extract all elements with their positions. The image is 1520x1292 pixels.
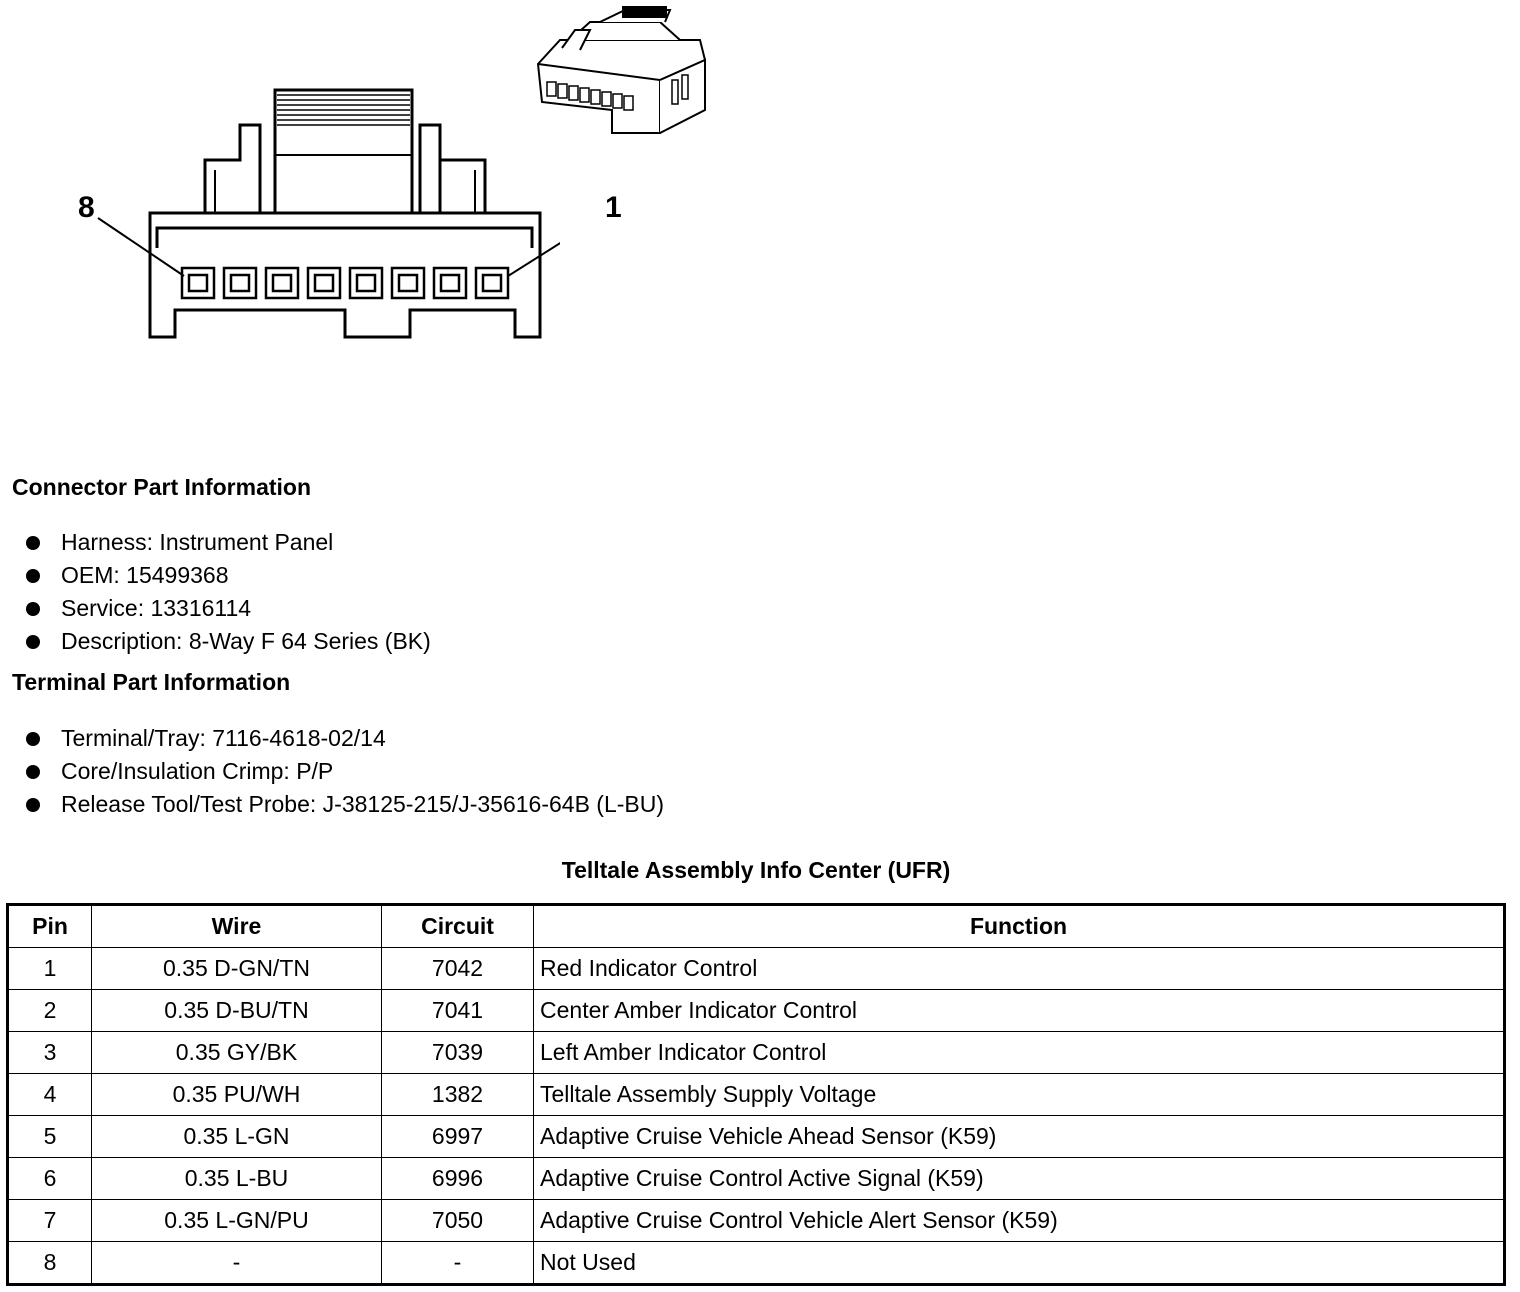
table-row — [8, 990, 1505, 1032]
cell-circuit: 6997 — [382, 1116, 534, 1158]
table-row — [8, 1158, 1505, 1200]
list-item — [26, 788, 664, 821]
cell-circuit: 6996 — [382, 1158, 534, 1200]
bullet-icon — [26, 732, 40, 746]
connector-info-oem: OEM: 15499368 — [61, 562, 229, 588]
connector-face-diagram — [60, 0, 560, 350]
table-row — [8, 948, 1505, 990]
table-row — [8, 1200, 1505, 1242]
list-item — [26, 625, 431, 658]
cell-function: Adaptive Cruise Control Vehicle Alert Sensor (K59) — [534, 1200, 1505, 1242]
cavity-3 — [392, 268, 424, 298]
cell-circuit: 7039 — [382, 1032, 534, 1074]
cell-wire: - — [92, 1242, 382, 1285]
terminal-info-title: Terminal Part Information — [12, 669, 291, 695]
table-row — [8, 1242, 1505, 1285]
cell-wire: 0.35 D-BU/TN — [92, 990, 382, 1032]
connector-info-harness: Harness: Instrument Panel — [61, 529, 334, 555]
terminal-info-crimp: Core/Insulation Crimp: P/P — [61, 758, 334, 784]
cell-function: Center Amber Indicator Control — [534, 990, 1505, 1032]
table-row — [8, 1074, 1505, 1116]
cell-wire: 0.35 PU/WH — [92, 1074, 382, 1116]
bullet-icon — [26, 536, 40, 550]
cell-wire: 0.35 GY/BK — [92, 1032, 382, 1074]
list-item — [26, 722, 664, 755]
pin-8-label: 8 — [78, 191, 95, 224]
bullet-icon — [26, 765, 40, 779]
connector-info-title: Connector Part Information — [12, 474, 312, 500]
list-item — [26, 755, 664, 788]
cavity-6 — [266, 268, 298, 298]
cavity-8 — [182, 268, 214, 298]
header-pin: Pin — [8, 905, 92, 948]
header-circuit: Circuit — [382, 905, 534, 948]
cell-pin: 1 — [8, 948, 92, 990]
cell-wire: 0.35 L-BU — [92, 1158, 382, 1200]
terminal-info-tray: Terminal/Tray: 7116-4618-02/14 — [61, 725, 386, 751]
table-row — [8, 1116, 1505, 1158]
cell-circuit: - — [382, 1242, 534, 1285]
pinout-table — [6, 903, 1506, 1286]
cell-function: Red Indicator Control — [534, 948, 1505, 990]
cell-wire: 0.35 L-GN — [92, 1116, 382, 1158]
pin-1-label: 1 — [605, 191, 622, 224]
cell-function: Telltale Assembly Supply Voltage — [534, 1074, 1505, 1116]
connector-body — [150, 213, 540, 337]
cell-pin: 6 — [8, 1158, 92, 1200]
cell-wire: 0.35 L-GN/PU — [92, 1200, 382, 1242]
cell-circuit: 1382 — [382, 1074, 534, 1116]
connector-latch — [205, 125, 485, 213]
list-item — [26, 559, 431, 592]
connector-info-service: Service: 13316114 — [61, 595, 252, 621]
cell-circuit: 7050 — [382, 1200, 534, 1242]
bullet-icon — [26, 635, 40, 649]
connector-info-description: Description: 8-Way F 64 Series (BK) — [61, 628, 431, 654]
cavity-4 — [350, 268, 382, 298]
bullet-icon — [26, 798, 40, 812]
cell-function: Left Amber Indicator Control — [534, 1032, 1505, 1074]
list-item — [26, 592, 431, 625]
bullet-icon — [26, 602, 40, 616]
header-wire: Wire — [92, 905, 382, 948]
terminal-info-list — [26, 722, 664, 821]
cell-circuit: 7041 — [382, 990, 534, 1032]
cell-wire: 0.35 D-GN/TN — [92, 948, 382, 990]
table-header-row — [8, 905, 1505, 948]
cell-pin: 7 — [8, 1200, 92, 1242]
header-function: Function — [534, 905, 1505, 948]
cell-pin: 8 — [8, 1242, 92, 1285]
cavity-5 — [308, 268, 340, 298]
bullet-icon — [26, 569, 40, 583]
connector-info-list — [26, 526, 431, 658]
cell-pin: 5 — [8, 1116, 92, 1158]
cell-function: Adaptive Cruise Control Active Signal (K59) — [534, 1158, 1505, 1200]
cavity-1 — [476, 268, 508, 298]
cell-circuit: 7042 — [382, 948, 534, 990]
list-item — [26, 526, 431, 559]
cell-function: Not Used — [534, 1242, 1505, 1285]
connector-isometric-view — [530, 0, 720, 140]
cell-pin: 3 — [8, 1032, 92, 1074]
cell-pin: 2 — [8, 990, 92, 1032]
connector-inner-face — [157, 228, 532, 248]
terminal-info-release-tool: Release Tool/Test Probe: J-38125-215/J-35616-64B (L-BU) — [61, 791, 665, 817]
cavity-2 — [434, 268, 466, 298]
cavity-7 — [224, 268, 256, 298]
cell-function: Adaptive Cruise Vehicle Ahead Sensor (K59) — [534, 1116, 1505, 1158]
table-title: Telltale Assembly Info Center (UFR) — [561, 857, 951, 883]
cell-pin: 4 — [8, 1074, 92, 1116]
table-row — [8, 1032, 1505, 1074]
